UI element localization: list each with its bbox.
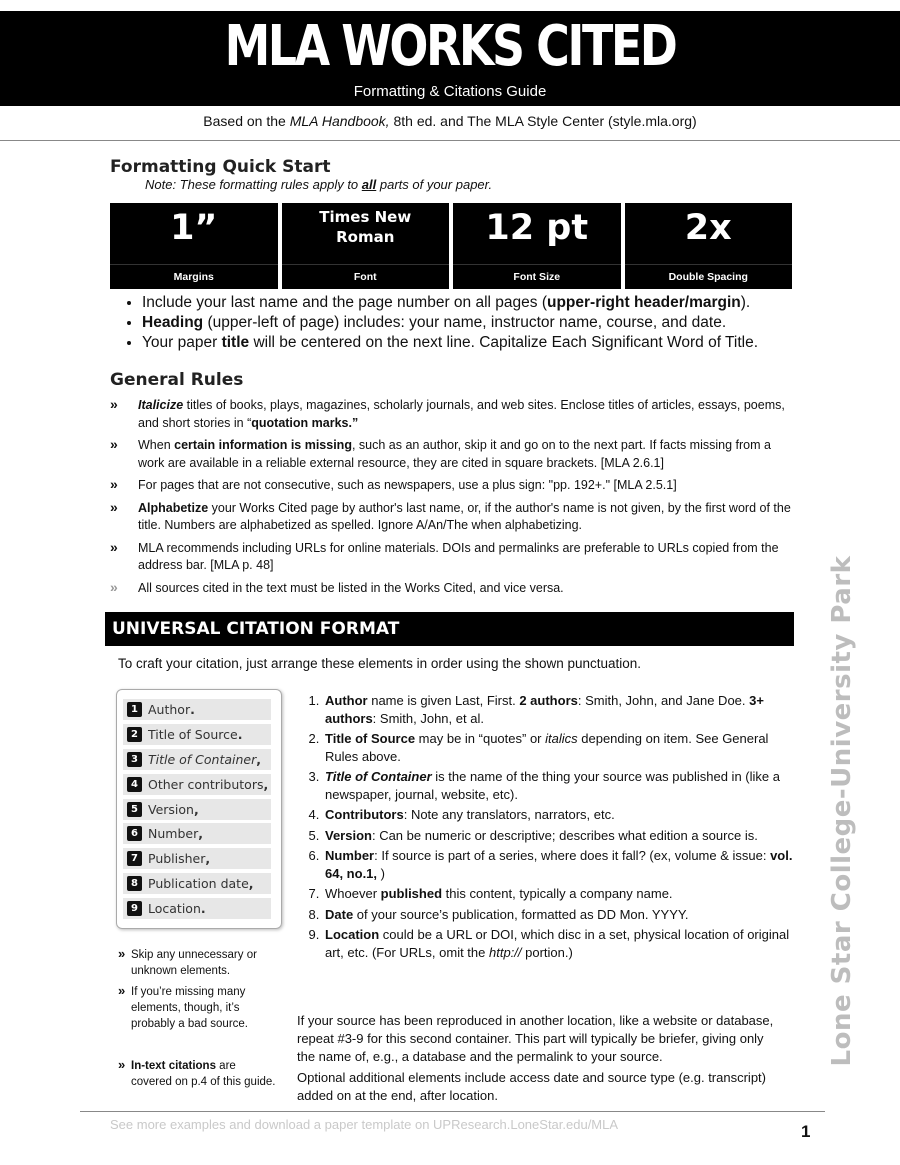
list-item	[142, 313, 832, 333]
tile-label: Font	[353, 271, 377, 283]
chevron-icon: »	[118, 1057, 126, 1072]
element-punct: ,	[205, 851, 211, 866]
tile-sep	[453, 264, 621, 265]
bold-text: Location	[325, 927, 380, 942]
element-label: Version	[148, 802, 194, 817]
text: Whoever	[325, 886, 381, 901]
element-number: 1	[127, 702, 142, 717]
bold-text: Heading	[142, 314, 204, 331]
element-label: Title of Container	[148, 752, 257, 767]
element-number: 8	[127, 876, 142, 891]
quick-start-note	[145, 177, 492, 192]
list-item	[142, 333, 832, 353]
chevron-icon: »	[118, 983, 126, 998]
rule-item	[110, 540, 796, 575]
element-number: 9	[127, 901, 142, 916]
footer-divider	[80, 1111, 825, 1112]
text: All sources cited in the text must be listed in the Works Cited, and vice versa.	[138, 580, 564, 595]
rule-item	[110, 580, 796, 598]
side-note	[118, 947, 278, 979]
based-on-post: 8th ed. and The MLA Style Center (style.mla.org)	[389, 113, 697, 129]
list-item	[323, 885, 803, 903]
text: ).	[740, 294, 751, 311]
bold-text: Title of Container	[325, 769, 432, 784]
text: name is given Last, First.	[367, 693, 520, 708]
list-item	[323, 692, 803, 727]
tile-value: Times New Roman	[319, 208, 412, 246]
element-punct: ,	[198, 826, 203, 841]
chevron-icon: »	[110, 578, 118, 595]
text: Skip any unnecessary or unknown elements.	[131, 949, 257, 977]
text: : If source is part of a series, where does it fall? (ex, volume & issue:	[374, 848, 771, 863]
tile-font-size	[453, 203, 621, 289]
list-item	[323, 730, 803, 765]
tile-margins	[110, 203, 278, 289]
text: , such as an author, skip it and go on to the next part. If facts missing from a work are available in a reliable external resource, they are cited in square brackets. [MLA 2.6.1]	[138, 438, 771, 470]
bold-text: Italicize	[138, 398, 184, 412]
italic-text: http://	[489, 944, 522, 960]
bold-text: Date	[325, 906, 354, 922]
element-number: 5	[127, 802, 142, 817]
tile-value: 12 pt	[485, 208, 589, 248]
bold-text: Author	[325, 693, 368, 708]
element-punct: .	[190, 702, 195, 717]
element-pill	[123, 848, 271, 869]
element-label: Location	[148, 901, 201, 916]
bold-text: quotation marks.”	[251, 415, 359, 430]
text: Include your last name and the page number on all pages (	[142, 294, 547, 311]
element-label: Author	[148, 702, 191, 717]
divider	[0, 140, 900, 141]
universal-intro: To craft your citation, just arrange these elements in order using the shown punctuation.	[118, 656, 642, 671]
text: : Smith, John, et al.	[372, 710, 484, 726]
element-punct: .	[200, 901, 206, 916]
chevron-icon: »	[110, 498, 118, 515]
text: MLA recommends including URLs for online materials. DOIs and permalinks are preferable to URLs copied from the address bar. [MLA p. 48]	[138, 540, 779, 572]
list-item	[323, 926, 803, 961]
universal-heading: UNIVERSAL CITATION FORMAT	[112, 619, 400, 639]
element-punct: ,	[248, 876, 254, 891]
element-pill	[123, 799, 271, 820]
element-pill	[123, 699, 271, 720]
page-subtitle: Formatting & Citations Guide	[353, 83, 547, 100]
bold-text: Alphabetize	[138, 500, 209, 515]
tile-label: Double Spacing	[668, 271, 748, 283]
tile-sep	[110, 264, 278, 265]
tile-label: Font Size	[513, 271, 561, 283]
element-pill	[123, 774, 271, 795]
text: of your source’s publication, formatted as DD Mon. YYYY.	[353, 906, 689, 922]
element-punct: .	[237, 727, 243, 742]
chevron-icon: »	[110, 436, 118, 452]
page-number: 1	[801, 1122, 811, 1141]
tile-font	[282, 203, 450, 289]
element-pill	[123, 724, 271, 745]
second-container-paragraph: If your source has been reproduced in another location, like a website or database, repeat #3-9 for this second container. This part will typically be briefer, giving only the name of, e.g., a database and the permalink to your source.	[297, 1013, 774, 1064]
text: portion.)	[521, 944, 573, 960]
text: is the name of the thing your source was published in (like a newspaper, journal, website, etc).	[325, 769, 780, 802]
list-item	[142, 293, 832, 313]
title-banner	[0, 11, 900, 106]
element-pill	[123, 823, 271, 844]
element-punct: ,	[263, 777, 269, 792]
bold-text: Version	[325, 827, 372, 843]
list-item	[323, 847, 803, 882]
text: may be in “quotes” or	[415, 731, 546, 746]
text: will be centered on the next line. Capitalize Each Significant Word of Title.	[249, 334, 759, 351]
rule-item	[110, 500, 796, 535]
text: are covered on p.4 of this guide.	[131, 1060, 276, 1088]
element-label: Publication date	[148, 876, 249, 891]
tile-value: 2x	[684, 208, 732, 248]
tile-value: 1”	[170, 208, 218, 248]
element-number: 3	[127, 752, 142, 767]
element-pill	[123, 898, 271, 919]
bold-text: 2 authors	[519, 693, 578, 708]
chevron-icon: »	[118, 946, 126, 961]
element-label: Number	[148, 826, 199, 841]
note-emphasis: all	[361, 177, 377, 192]
based-on-pre: Based on the	[203, 113, 290, 129]
chevron-icon: »	[110, 476, 118, 492]
side-note	[118, 984, 278, 1032]
element-details	[297, 692, 803, 964]
element-label: Title of Source	[148, 727, 238, 742]
bold-text: published	[380, 886, 443, 901]
general-rules-heading: General Rules	[110, 370, 244, 390]
element-pill	[123, 749, 271, 770]
side-label	[826, 540, 858, 1082]
element-number: 7	[127, 851, 142, 866]
element-punct: ,	[256, 752, 262, 767]
optional-elements-paragraph: Optional additional elements include access date and source type (e.g. transcript) added on at the end, after location.	[297, 1070, 766, 1103]
text: your Works Cited page by author's last name, or, if the author's name is not given, by the first word of the title. Numbers are alphabetized as spelled. Ignore A/An/The when alphabetizing.	[138, 500, 791, 532]
element-label: Publisher	[148, 851, 206, 866]
text: titles of books, plays, magazines, scholarly journals, and web sites. Enclose titles of articles, essays, poems, and short stories in “	[138, 398, 785, 430]
list-item	[323, 806, 803, 824]
quick-start-heading: Formatting Quick Start	[110, 157, 331, 177]
list-item	[323, 768, 803, 803]
note-post: parts of your paper.	[376, 177, 493, 192]
text: When	[138, 438, 175, 452]
chevron-icon: »	[110, 538, 118, 555]
bold-text: certain information is missing	[174, 438, 352, 452]
tile-label: Margins	[173, 271, 214, 283]
page-title: MLA WORKS CITED	[224, 14, 676, 79]
handbook-title: MLA Handbook,	[289, 113, 390, 129]
bold-text: title	[221, 334, 250, 351]
italic-text: italics	[545, 731, 578, 746]
text: (upper-left of page) includes: your name, instructor name, course, and date.	[203, 314, 727, 331]
text: : Smith, John, and Jane Doe.	[577, 693, 750, 708]
universal-heading-bar	[105, 612, 794, 646]
text: : Note any translators, narrators, etc.	[403, 807, 615, 822]
text: For pages that are not consecutive, such as newspapers, use a plus sign: "pp. 192+." [MLA 2.5.1]	[138, 478, 677, 492]
rule-item	[110, 397, 796, 432]
bold-text: Number	[325, 848, 375, 863]
rule-item	[110, 477, 796, 495]
bold-text: In-text citations	[131, 1060, 216, 1072]
bold-text: Contributors	[325, 807, 404, 822]
bold-text: 3+ authors	[325, 693, 764, 726]
tile-spacing	[625, 203, 793, 289]
tile-sep	[625, 264, 793, 265]
element-number: 6	[127, 826, 142, 841]
rule-item	[110, 437, 796, 472]
side-notes-2	[118, 1058, 278, 1095]
bold-text: upper-right header/margin	[546, 294, 741, 311]
note-pre: Note: These formatting rules apply to	[145, 177, 362, 192]
text: )	[377, 865, 385, 881]
list-item	[323, 906, 803, 924]
element-number: 4	[127, 777, 142, 792]
element-number: 2	[127, 727, 142, 742]
side-notes	[118, 947, 278, 1037]
element-punct: ,	[193, 802, 199, 817]
text: Your paper	[142, 334, 222, 351]
quick-start-bullets	[118, 293, 832, 353]
side-note	[118, 1058, 278, 1090]
text: : Can be numeric or descriptive; describes what edition a source is.	[371, 827, 758, 843]
text: If you’re missing many elements, though, it’s probably a bad source.	[131, 986, 248, 1030]
element-label: Other contributors	[148, 777, 264, 792]
side-label-text: Lone Star College-University Park	[827, 555, 857, 1067]
text: this content, typically a company name.	[442, 886, 673, 901]
general-rules-list	[110, 397, 796, 602]
footer-text: See more examples and download a paper template on UPResearch.LoneStar.edu/MLA	[110, 1117, 619, 1132]
text: depending on item. See General Rules above.	[325, 731, 769, 764]
tile-sep	[282, 264, 450, 265]
bold-text: vol. 64, no.1,	[325, 848, 793, 881]
text: could be a URL or DOI, which disc in a set, physical location of original art, etc. (For URLs, omit the	[325, 927, 790, 960]
elements-box	[116, 689, 282, 929]
chevron-icon: »	[110, 396, 118, 412]
list-item	[323, 827, 803, 845]
format-tiles	[110, 203, 792, 289]
based-on-line	[0, 113, 900, 129]
element-pill	[123, 873, 271, 894]
bold-text: Title of Source	[325, 731, 416, 746]
